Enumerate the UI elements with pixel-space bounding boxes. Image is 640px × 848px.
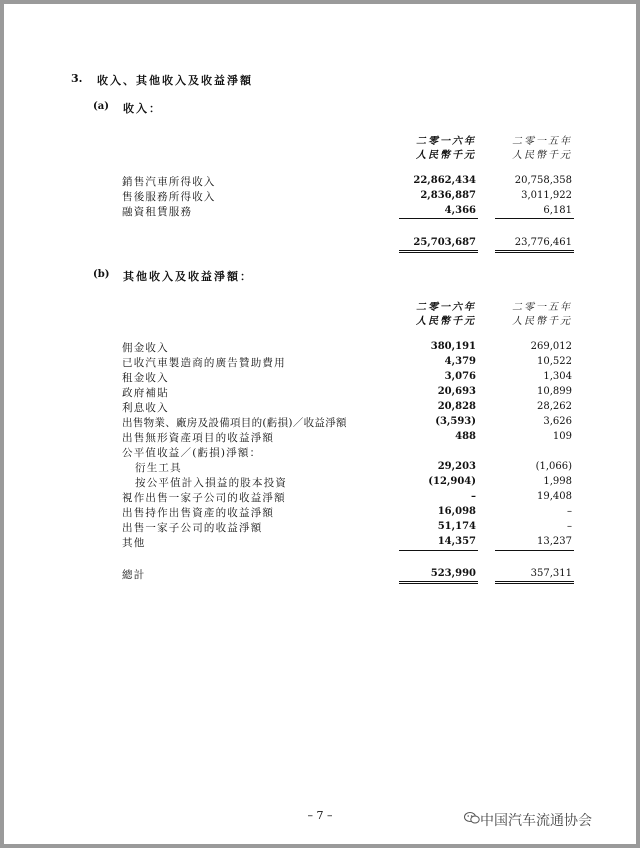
total-double-rule [399,250,478,251]
table-row-label: 其他 [122,537,146,549]
total-double-rule [495,250,574,251]
table-cell-2016: 14,357 [437,536,476,547]
table-cell-2016: 3,076 [444,371,476,382]
part-b-total-label: 總計 [122,569,146,581]
total-double-rule [399,583,478,584]
part-b-total-2015: 357,311 [530,568,572,579]
table-row-label: 利息收入 [122,402,169,414]
part-a-col-2016-unit: 人民幣千元 [416,150,476,161]
table-cell-2016: (12,904) [428,476,476,487]
table-cell-2015: 269,012 [530,341,572,352]
table-cell-2015: 1,998 [543,476,572,487]
table-cell-2015: 28,262 [537,401,572,412]
page-number: – 7 – [307,809,333,822]
total-double-rule [495,583,574,584]
table-cell-2015: – [567,521,572,532]
total-double-rule [399,252,478,253]
document-page [4,4,636,844]
table-cell-2016: 4,366 [444,205,476,216]
part-b-col-2016-unit: 人民幣千元 [416,316,476,327]
total-double-rule [495,252,574,253]
subtotal-rule [495,550,574,551]
table-row-label: 售後服務所得收入 [122,191,216,203]
table-cell-2015: 3,626 [543,416,572,427]
table-row-label: 出售物業、廠房及設備項目的(虧損)／收益淨額 [122,417,347,429]
table-cell-2016: 16,098 [437,506,476,517]
section-number: 3. [71,72,83,85]
table-cell-2015: 3,011,922 [521,190,572,201]
part-a-col-2016-year: 二零一六年 [416,136,476,147]
table-row-label: 佣金收入 [122,342,169,354]
table-row-label: 出售一家子公司的收益淨額 [122,522,263,534]
table-cell-2015: 10,899 [537,386,572,397]
table-row-label: 租金收入 [122,372,169,384]
table-cell-2016: 4,379 [444,356,476,367]
table-cell-2015: 6,181 [543,205,572,216]
table-row-label: 按公平值計入損益的股本投資 [135,477,288,489]
table-cell-2016: 22,862,434 [413,175,476,186]
table-cell-2015: 19,408 [537,491,572,502]
part-b-label: (b) [93,269,110,280]
part-b-total-2016: 523,990 [430,568,476,579]
table-cell-2015: – [567,506,572,517]
table-cell-2016: 2,836,887 [420,190,476,201]
part-b-col-2015-year: 二零一五年 [512,302,572,313]
total-double-rule [495,581,574,582]
part-a-label: (a) [93,101,109,112]
table-cell-2016: 380,191 [430,341,476,352]
table-cell-2016: – [471,491,476,502]
table-cell-2016: 20,828 [437,401,476,412]
table-row-label: 出售持作出售資產的收益淨額 [122,507,275,519]
part-a-col-2015-year: 二零一五年 [512,136,572,147]
total-double-rule [399,581,478,582]
part-a-total-2015: 23,776,461 [514,237,572,248]
table-cell-2015: 10,522 [537,356,572,367]
part-b-col-2015-unit: 人民幣千元 [512,316,572,327]
table-cell-2016: (3,593) [435,416,476,427]
table-row-label: 銷售汽車所得收入 [122,176,216,188]
table-cell-2015: 1,304 [543,371,572,382]
table-cell-2016: 20,693 [437,386,476,397]
part-b-title: 其他收入及收益淨額： [123,270,253,283]
table-cell-2016: 51,174 [437,521,476,532]
part-b-col-2016-year: 二零一六年 [416,302,476,313]
subtotal-rule [399,218,478,219]
wechat-icon [464,811,480,825]
subtotal-rule [495,218,574,219]
watermark-text: 中国汽车流通协会 [480,813,592,829]
table-cell-2015: 109 [552,431,572,442]
table-cell-2015: 20,758,358 [514,175,572,186]
section-title: 收入、其他收入及收益淨額 [97,74,253,87]
table-row-label: 衍生工具 [135,462,182,474]
table-row-label: 公平值收益／(虧損)淨額： [122,447,262,459]
subtotal-rule [399,550,478,551]
table-cell-2015: (1,066) [535,461,572,472]
table-cell-2016: 488 [455,431,476,442]
table-row-label: 視作出售一家子公司的收益淨額 [122,492,286,504]
part-a-total-2016: 25,703,687 [413,237,476,248]
table-row-label: 出售無形資產項目的收益淨額 [122,432,275,444]
part-a-title: 收入： [123,102,162,115]
table-cell-2015: 13,237 [537,536,572,547]
table-row-label: 已收汽車製造商的廣告贊助費用 [122,357,286,369]
table-row-label: 政府補貼 [122,387,169,399]
table-row-label: 融資租賃服務 [122,206,193,218]
table-cell-2016: 29,203 [437,461,476,472]
part-a-col-2015-unit: 人民幣千元 [512,150,572,161]
